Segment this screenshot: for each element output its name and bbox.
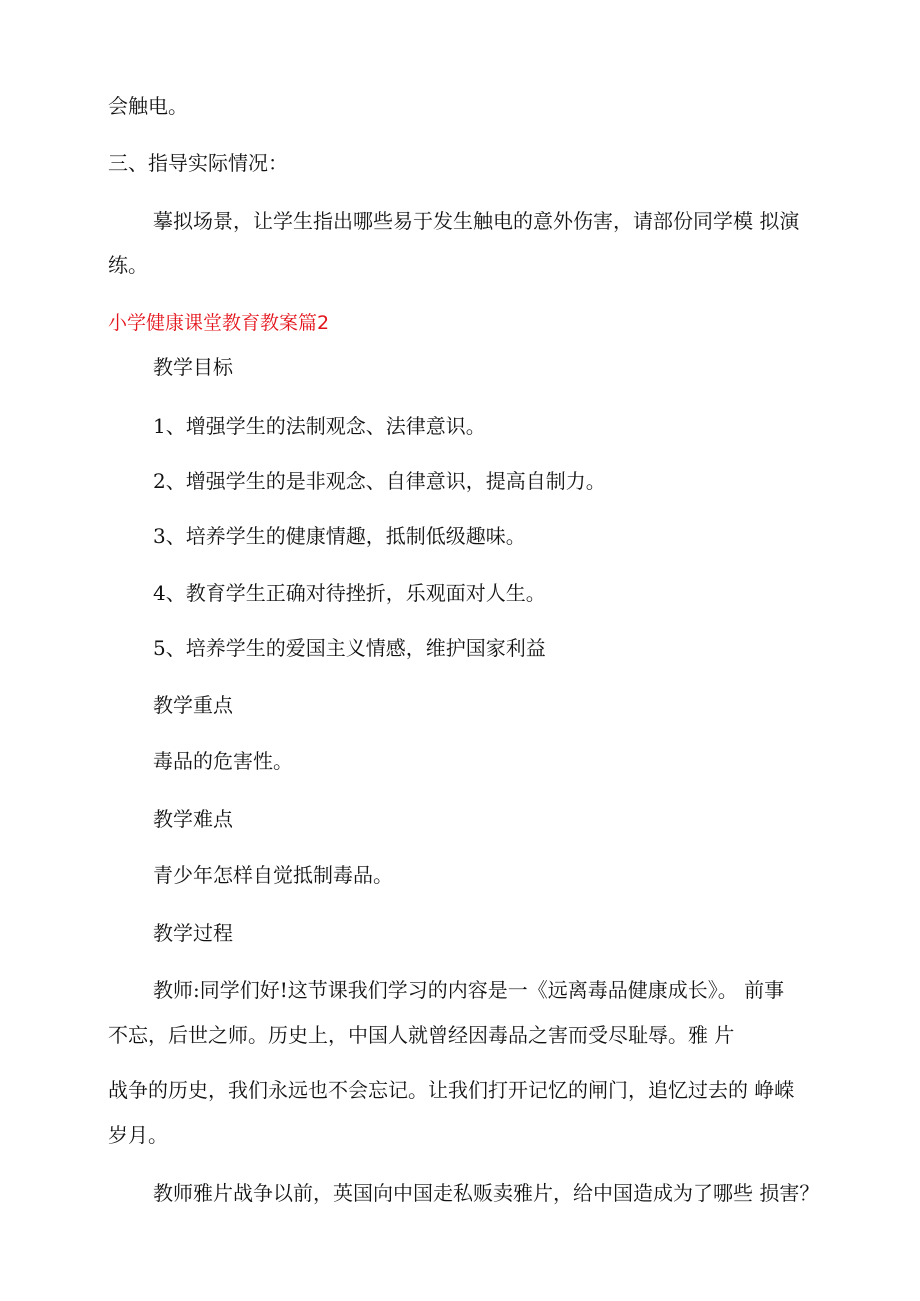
- section-heading: 三、指导实际情况：: [108, 151, 288, 175]
- paragraph-line: 练。: [108, 253, 148, 277]
- paragraph-line: 会触电。: [108, 94, 188, 118]
- goal-item: 4、教育学生正确对待挫折，乐观面对人生。: [153, 581, 546, 605]
- goal-item: 2、增强学生的是非观念、自律意识，提高自制力。: [153, 469, 606, 493]
- subheading-process: 教学过程: [153, 921, 233, 945]
- subheading-teaching-goals: 教学目标: [153, 355, 233, 379]
- paragraph-line: 不忘，后世之师。历史上，中国人就曾经因毒品之害而受尽耻辱。雅 片: [108, 1023, 735, 1047]
- goal-item: 1、增强学生的法制观念、法律意识。: [153, 414, 486, 438]
- paragraph-line: 青少年怎样自觉抵制毒品。: [153, 863, 393, 887]
- subheading-key-points: 教学重点: [153, 693, 233, 717]
- goal-item: 5、培养学生的爱国主义情感，维护国家利益: [153, 636, 546, 660]
- paragraph-line: 教师:同学们好!这节课我们学习的内容是一《远离毒品健康成长》。 前事: [153, 978, 785, 1002]
- goal-item: 3、培养学生的健康情趣，抵制低级趣味。: [153, 524, 526, 548]
- subheading-difficulties: 教学难点: [153, 807, 233, 831]
- paragraph-line: 教师雅片战争以前，英国向中国走私贩卖雅片，给中国造成为了哪些 损害？: [153, 1181, 820, 1205]
- paragraph-line: 摹拟场景，让学生指出哪些易于发生触电的意外伤害，请部份同学模 拟演: [153, 209, 800, 233]
- paragraph-line: 岁月。: [108, 1123, 168, 1147]
- article-title: 小学健康课堂教育教案篇2: [108, 312, 330, 334]
- paragraph-line: 毒品的危害性。: [153, 749, 293, 773]
- paragraph-line: 战争的历史，我们永远也不会忘记。让我们打开记忆的闸门，追忆过去的 峥嵘: [108, 1078, 795, 1102]
